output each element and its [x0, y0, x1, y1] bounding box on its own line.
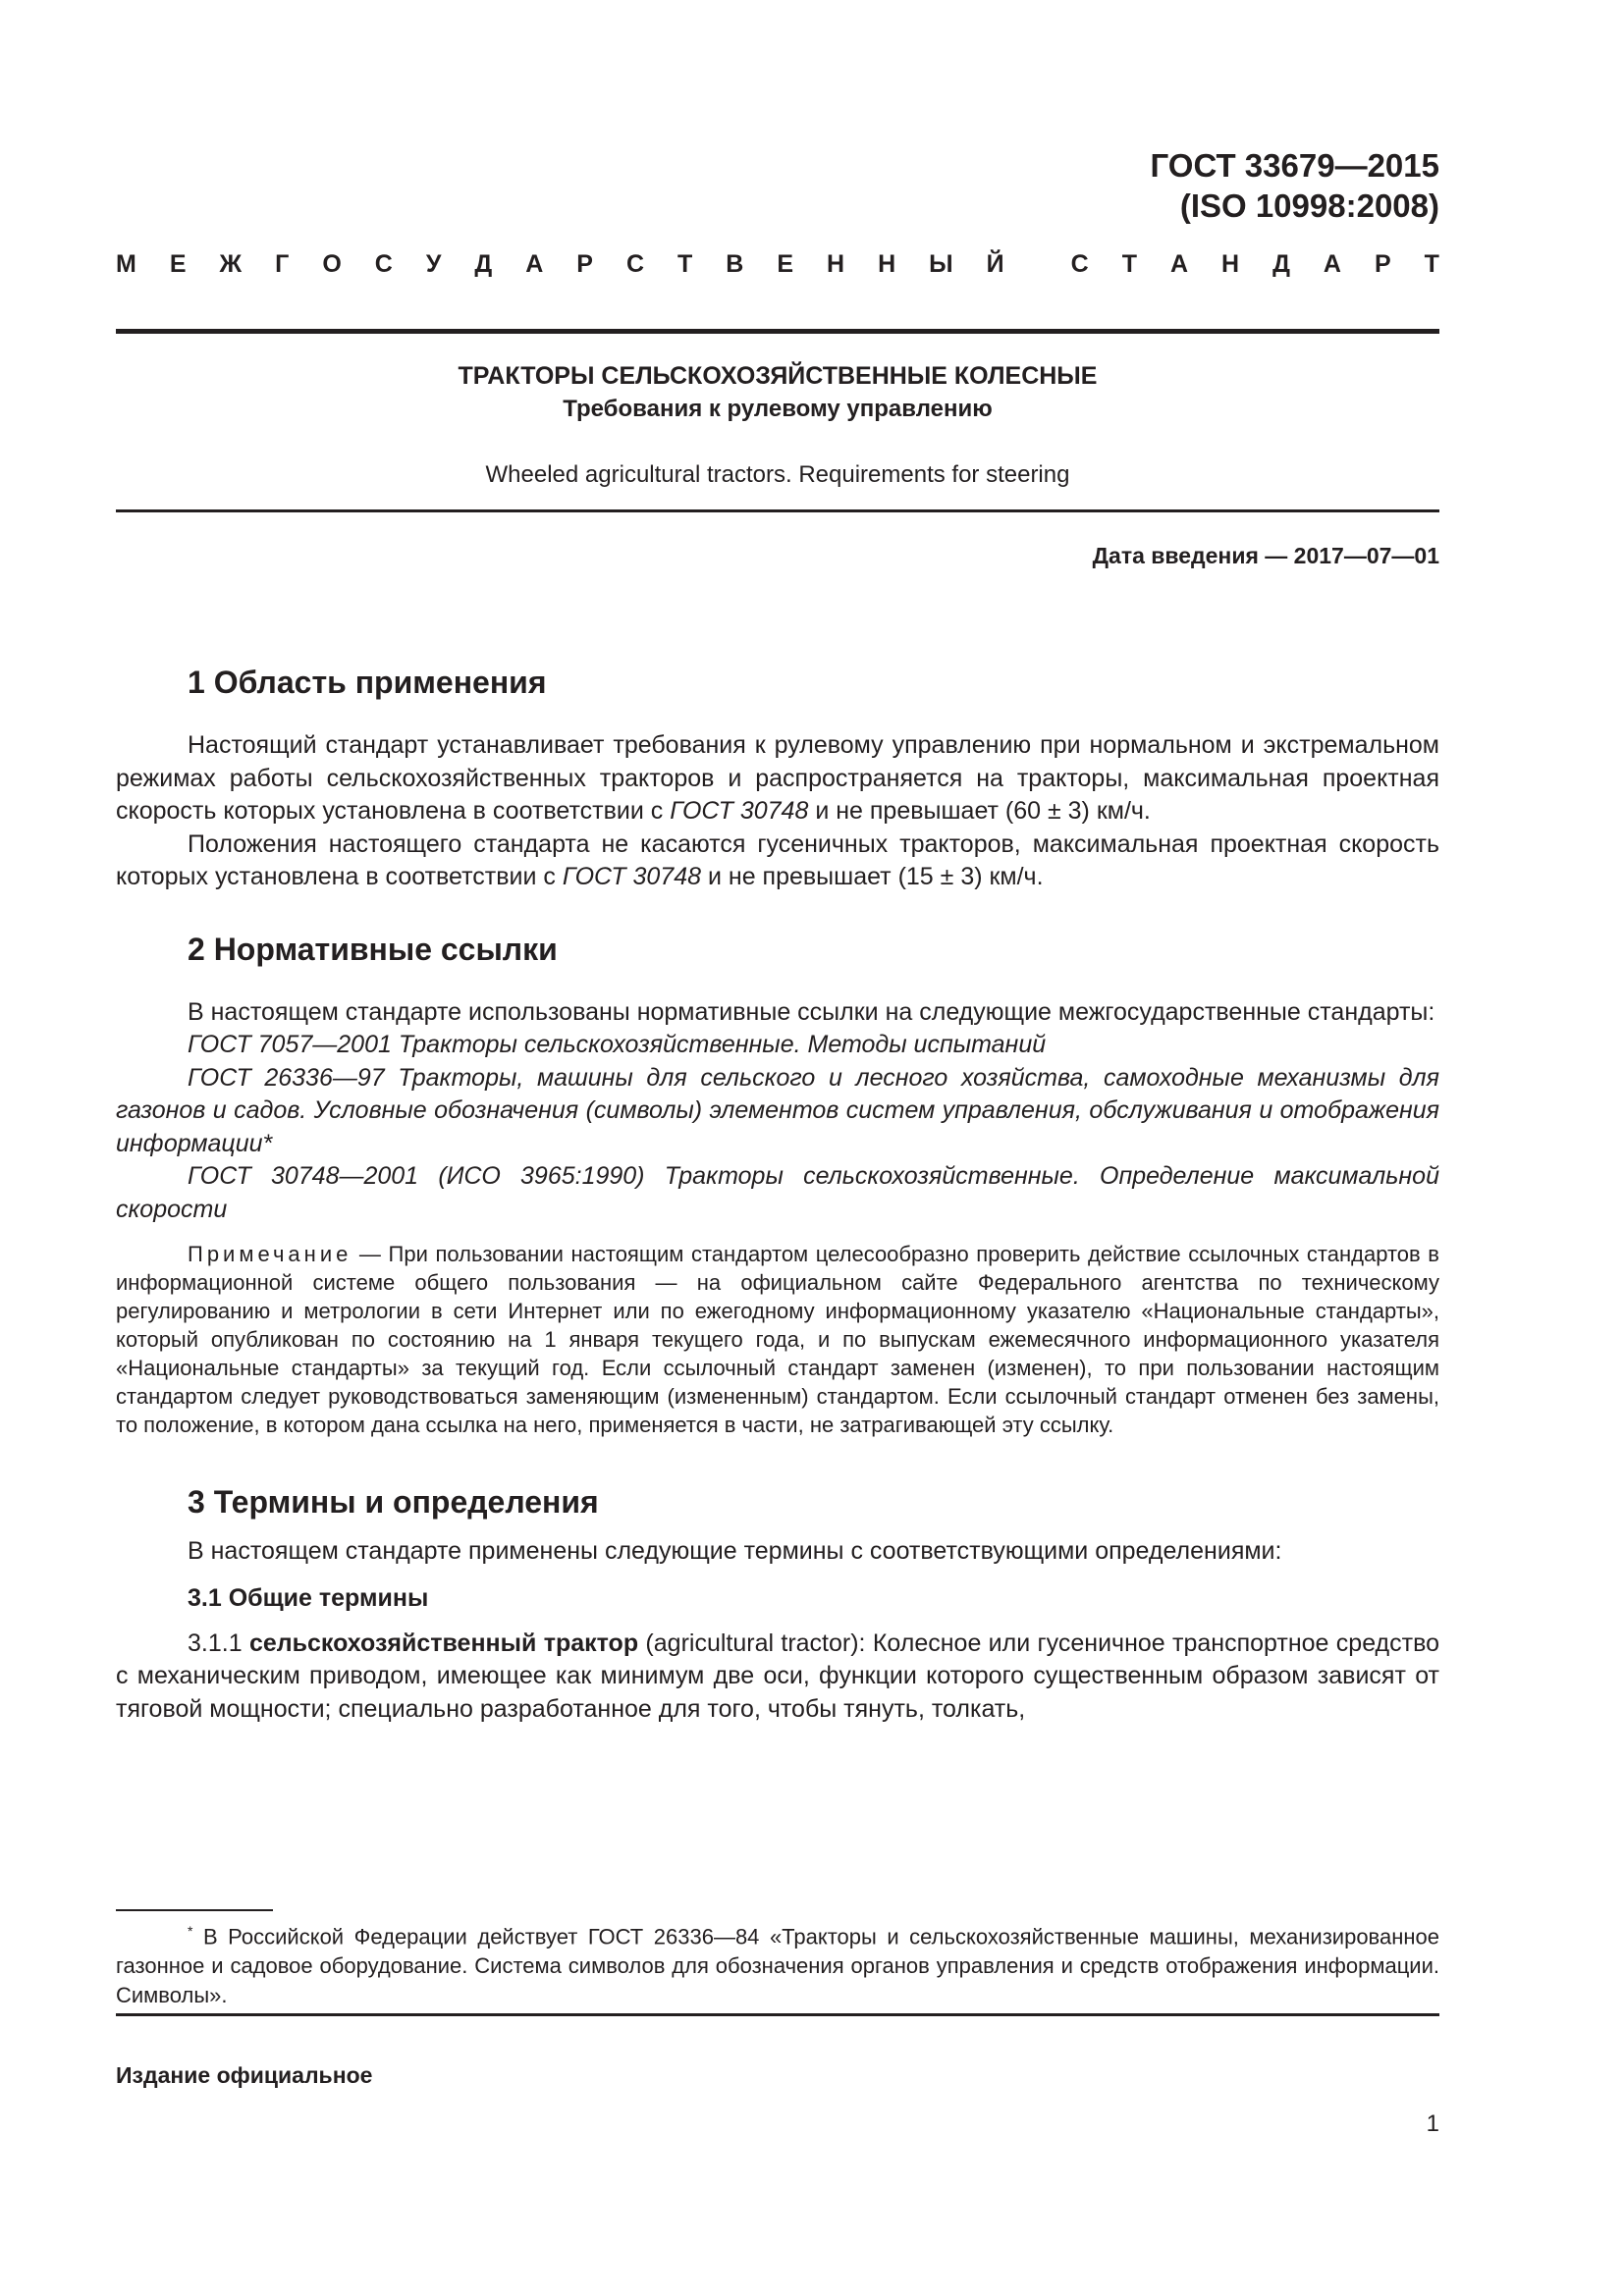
document-number-iso: (ISO 10998:2008): [1179, 187, 1439, 224]
section-2-intro: В настоящем стандарте использованы нормативные ссылки на следующие межгосударственные стандарты:: [188, 997, 1435, 1026]
interstate-letter: Д: [474, 250, 493, 278]
document-title-english: Wheeled agricultural tractors. Requirements for steering: [485, 461, 1070, 488]
section-1-heading: 1 Область применения: [188, 665, 547, 700]
interstate-letter: С: [625, 250, 645, 278]
interstate-letter: Ж: [219, 250, 243, 278]
interstate-letter: Е: [169, 250, 187, 278]
interstate-letter: А: [1323, 250, 1341, 278]
interstate-letter: А: [1169, 250, 1189, 278]
official-edition-label: Издание официальное: [116, 2062, 373, 2088]
page-number: 1: [1426, 2110, 1439, 2137]
footnote-marker: *: [188, 1923, 193, 1939]
title-divider: [116, 509, 1439, 512]
interstate-letter: М: [116, 250, 136, 278]
section-2-heading: 2 Нормативные ссылки: [188, 931, 558, 967]
document-body: [116, 663, 1439, 1726]
interstate-letter: Т: [1424, 250, 1439, 278]
section-1-paragraph: Настоящий стандарт устанавливает требования к рулевому управлению при нормальном и экстремальном режимах работы сельскохозяйственных тракторов и распространяется на тракторы, максимальная проектная скорость которых установлена в соответствии с ГОСТ 30748 и не превышает (60 ± 3) км/ч.: [116, 731, 1439, 825]
interstate-letter: У: [425, 250, 442, 278]
footer-divider: [116, 2013, 1439, 2016]
interstate-letter: С: [374, 250, 393, 278]
interstate-letter: Т: [1121, 250, 1137, 278]
section-3-intro: В настоящем стандарте применены следующие термины с соответствующими определениями:: [188, 1537, 1282, 1565]
interstate-letter: В: [726, 250, 744, 278]
interstate-letter: Н: [1221, 250, 1240, 278]
document-page: [116, 0, 1439, 2296]
introduction-date: Дата введения — 2017—07—01: [1092, 543, 1439, 568]
normative-reference: ГОСТ 26336—97 Тракторы, машины для сельского и лесного хозяйства, самоходные механизмы для газонов и садов. Условные обозначения (символы) элементов систем управления, обслуживания и отображения информации*: [116, 1063, 1439, 1157]
interstate-letter: Н: [827, 250, 845, 278]
footnote-divider: [116, 1909, 273, 1911]
document-subtitle: Требования к рулевому управлению: [563, 396, 993, 422]
document-number-gost: ГОСТ 33679—2015: [1150, 147, 1439, 184]
interstate-letter: Ы: [929, 250, 953, 278]
normative-reference: ГОСТ 30748—2001 (ИСО 3965:1990) Тракторы сельскохозяйственные. Определение максимальной скорости: [116, 1162, 1439, 1223]
interstate-letter: Г: [275, 250, 290, 278]
interstate-letter: О: [322, 250, 342, 278]
reference-link: ГОСТ 30748: [562, 863, 702, 890]
term-definition: 3.1.1 сельскохозяйственный трактор (agricultural tractor): Колесное или гусеничное транспортное средство с механическим приводом, имеющее как минимум две оси, функции которого существенным образом зависят от тяговой мощности; специально разработанное для того, чтобы тянуть, толкать,: [116, 1629, 1439, 1723]
interstate-letter: Д: [1272, 250, 1290, 278]
note-label: Примечание: [188, 1242, 352, 1266]
document-number: [1151, 145, 1439, 226]
note-paragraph: Примечание — При пользовании настоящим стандартом целесообразно проверить действие ссылочных стандартов в информационной системе общего пользования — на официальном сайте Федерального агентства по техническому регулированию и метрологии в сети Интернет или по ежегодному информационному указателю «Национальные стандарты», который опубликован по состоянию на 1 января текущего года, и по выпускам ежемесячного информационного указателя «Национальные стандарты» за текущий год. Если ссылочный стандарт заменен (изменен), то при пользовании настоящим стандартом следует руководствоваться заменяющим (измененным) стандартом. Если ссылочный стандарт отменен без замены, то положение, в котором дана ссылка на него, применяется в части, не затрагивающей эту ссылку.: [116, 1242, 1439, 1437]
interstate-letter: Р: [576, 250, 593, 278]
interstate-letter: Й: [986, 250, 1004, 278]
section-1-paragraph: Положения настоящего стандарта не касаются гусеничных тракторов, максимальная проектная скорость которых установлена в соответствии с ГОСТ 30748 и не превышает (15 ± 3) км/ч.: [116, 829, 1439, 890]
term: сельскохозяйственный трактор: [248, 1629, 639, 1657]
reference-link: ГОСТ 30748: [670, 797, 809, 825]
normative-reference: ГОСТ 7057—2001 Тракторы сельскохозяйственные. Методы испытаний: [188, 1031, 1047, 1058]
interstate-standard-label: [116, 250, 1439, 279]
interstate-letter: Н: [878, 250, 896, 278]
document-title: ТРАКТОРЫ СЕЛЬСКОХОЗЯЙСТВЕННЫЕ КОЛЕСНЫЕ: [458, 362, 1098, 390]
footnote: * В Российской Федерации действует ГОСТ 26336—84 «Тракторы и сельскохозяйственные машины, механизированное газонное и садовое оборудование. Система символов для обозначения органов управления и средств отображения информации. Символы».: [116, 1923, 1439, 2008]
interstate-letter: Т: [677, 250, 693, 278]
subsection-heading: 3.1 Общие термины: [188, 1583, 429, 1612]
interstate-letter: Е: [777, 250, 794, 278]
interstate-letter: А: [525, 250, 544, 278]
header-divider: [116, 329, 1439, 334]
interstate-letter: Р: [1374, 250, 1391, 278]
interstate-letter: С: [1070, 250, 1089, 278]
section-3-heading: 3 Термины и определения: [188, 1484, 599, 1520]
